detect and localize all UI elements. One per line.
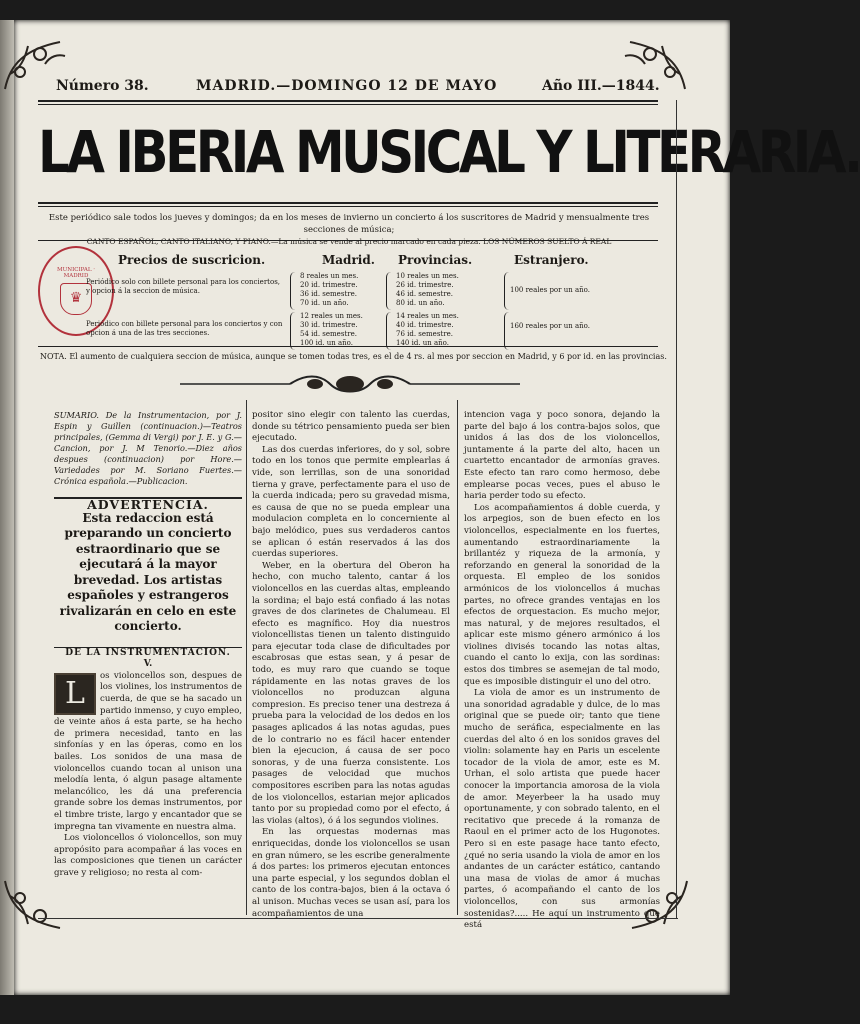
- masthead-rule-thin: [38, 206, 658, 207]
- brace: [290, 272, 295, 310]
- section-title: DE LA INSTRUMENTACION.: [65, 647, 231, 658]
- prices-col-provincias: Provincias.: [398, 253, 473, 267]
- brace: [504, 312, 509, 350]
- paragraph-text: os violoncellos son, despues de los violines, los instrumentos de cuerda, de que se ha sacado un partido inmenso, y cuyo empleo, de veinte años á esta parte, se ha hecho de primera necesidad, tanto en las sinfonías y en las óperas, como en los bailes. Los sonidos de una masa de violoncellos cuando tocan al unison una melodía lenta, ó algun pasage altamente melancólico, les dá una preferencia grande sobre los demas instrumentos, por el timbre triste, largo y encantador que se impregna tan vivamente en nuestra alma.: [54, 670, 242, 832]
- column-2: [252, 410, 450, 920]
- dateline: MADRID.—DOMINGO 12 DE MAYO: [196, 78, 498, 94]
- header-line: [40, 78, 660, 98]
- year-label: Año III.—1844.: [542, 78, 660, 94]
- paragraph: En las orquestas modernas mas enriquecidas, donde los violoncellos se usan en gran número, se les escribe generalmente á dos partes: los primeros ejecutan entonces una parte especial, y los segundos doblan el canto de los contra-bajos, bien á la octava ó al unison. Muchas veces se usan así, para los acompañamientos de una: [252, 827, 450, 919]
- prices-row2-madrid: 12 reales un mes. 30 id. trimestre. 54 id. semestre. 100 id. un año.: [300, 312, 363, 347]
- issue-number: Número 38.: [56, 78, 149, 94]
- prices-row1-extranjero: 100 reales por un año.: [510, 286, 590, 294]
- brace: [290, 312, 295, 350]
- prices-row1-madrid: 8 reales un mes. 20 id. trimestre. 36 id. semestre. 70 id. un año.: [300, 272, 359, 307]
- intro-line-1: Este periódico sale todos los jueves y domingos; da en los meses de invierno un concierto á los suscritores de Madrid y mensualmente tres secciones de música;: [48, 213, 650, 235]
- header-rule-top: [38, 100, 658, 102]
- paragraph: Las dos cuerdas inferiores, do y sol, sobre todo en los tonos que permite emplearlas á vide, son lerrillas, son de una sonoridad tierna y grave, perfectamente para el uso de la cuerda indicada; pero su gravedad misma, es causa de que no se pueda emplear una modulacion completa en lo concerniente al bajo melódico, pues sus verdaderos cantos se aplican ó están reservados á las dos cuerdas superiores.: [252, 444, 450, 560]
- brace: [386, 312, 391, 350]
- subscription-prices: [86, 253, 666, 348]
- paragraph: [54, 671, 242, 833]
- advertencia-title: ADVERTENCIA.: [87, 497, 209, 512]
- masthead-title: LA IBERIA MUSICAL Y LITERARIA.: [38, 118, 860, 186]
- advertencia-body: Esta redaccion está preparando un concierto estraordinario que se ejecutará á la mayor brevedad. Los artistas españoles y estrangeros rivalizarán en celo en este concierto.: [59, 510, 237, 634]
- prices-row2-label: Periódico con billete personal para los conciertos y con opcion á una de las tres secciones.: [86, 320, 283, 337]
- prices-row1-label: Periódico solo con billete personal para los conciertos, y opcion á la seccion de música.: [86, 278, 281, 295]
- prices-col-madrid: Madrid.: [322, 253, 375, 267]
- prices-col-extranjero: Estranjero.: [514, 253, 589, 267]
- ornamental-divider: [180, 372, 520, 396]
- column-3: [464, 410, 660, 931]
- section-number: V.: [143, 659, 153, 670]
- column-rule: [457, 400, 458, 915]
- brace: [386, 272, 391, 310]
- summary-text: SUMARIO. De la Instrumentacion, por J. Espin y Guillen (continuacion.)—Teatros principales, (Gemma di Vergi) por J. E. y G.—Cancion, por J. M Tenorio.—Diez años despues (continuacion) por Hore.—Variedades por M. Soriano Fuertes.—Crónica española.—Publicacion.: [54, 410, 242, 486]
- prices-row2-extranjero: 160 reales por un año.: [510, 322, 590, 330]
- masthead-rule: [38, 202, 658, 204]
- prices-heading: Precios de suscricion.: [118, 253, 266, 267]
- intro-rule: [38, 240, 658, 241]
- paragraph: intencion vaga y poco sonora, dejando la parte del bajo á los contra-bajos solos, que unidos á las dos de los violoncellos, juntamente á la parte del alto, hacen un cuartetto encantador de armonías graves. Este efecto tan raro como hermoso, debe emplearse pocas veces, pues el abuso le haria perder todo su efecto.: [464, 410, 660, 502]
- paragraph: positor sino elegir con talento las cuerdas, donde su tétrico pensamiento pueda ser bien ejecutado.: [252, 410, 450, 444]
- brace: [504, 272, 509, 310]
- header-rule-top-thin: [38, 104, 658, 105]
- drop-cap: L: [54, 673, 96, 715]
- paragraph: Weber, en la obertura del Oberon ha hecho, con mucho talento, cantar á los violoncellos en las cuerdas altas, empleando la sordina; el bajo está confiado á las notas graves de dos clarinetes de Chalumeau. El efecto es magnífico. Hoy dia nuestros violoncellistas tienen un talento distinguido para ejecutar toda clase de dificultades por escabrosas que estas sean, y á pesar de todo, es muy raro que cuando se toque rápidamente en las notas graves de los violoncellos no produzcan alguna compresion. Es preciso tener una destreza á prueba para la velocidad de los dedos en los pasages aplicados á las notas agudas, pues de lo contrario no es fácil hacer entender bien la ejecucion, á causa de ser poco sonoras, y de una fuerza consistente. Los pasages de velocidad que muchos compositores escriben para las notas agudas de los violoncellos, estarian mejor aplicados tanto por su propiedad como por el efecto, á las violas (altos), ó á los segundos violines.: [252, 560, 450, 826]
- paragraph: La viola de amor es un instrumento de una sonoridad agradable y dulce, de lo mas original que se puede oir; tanto que tiene mucho de seráfica, especialmente en las cuerdas del alto ó en los sonidos graves del violin: solamente hay en Paris un escelente tocador de la viola de amor, este es M. Urhan, el solo artista que puede hacer conocer la importancia amorosa de la viola de amor. Meyerbeer la ha usado muy oportunamente, y con sobrado talento, en el recitativo que precede á la romanza de Raoul en el primer acto de los Hugonotes. Pero si en este pasage hace tanto efecto, ¿qué no seria usando la viola de amor en los andantes de un carácter estático, cantando una masa de violas de amor á muchas partes, ó acompañando el canto de los violoncellos, con sus armonías sostenidas?..... He aquí un instrumento que está: [464, 688, 660, 931]
- column-1: [54, 410, 242, 910]
- crest-icon: ♛: [60, 283, 92, 315]
- stamp-text: MUNICIPAL · MADRID: [57, 267, 95, 279]
- nota-text: NOTA. El aumento de cualquiera seccion de música, aunque se tomen todas tres, es el de 4 rs. al mes por seccion en Madrid, y 6 por id. en las provincias.: [40, 352, 667, 361]
- prices-row2-provincias: 14 reales un mes. 40 id. trimestre. 76 id. semestre. 140 id. un año.: [396, 312, 459, 347]
- paragraph: Los acompañamientos á doble cuerda, y los arpegios, son de buen efecto en los violoncellos, especialmente en los fuertes, aumentando estraordinariamente la brillantéz y riqueza de la armonía, y reforzando en general la sonoridad de la orquesta. El empleo de los sonidos armónicos de los violoncellos á muchas partes, no ofrece grandes ventajas en los efectos de orquestacion. Es mucho mejor, mas natural, y de mejores resultados, el aplicar este mismo género armónico á los violines divisés tocando las notas altas, cuando el canto lo exija, con las sordinas: estos dos timbres se asemejan de tal modo, que es imposible distinguir el uno del otro.: [464, 502, 660, 687]
- intro-line-2: CANTO ESPAÑOL, CANTO ITALIANO, Y PIANO.—La música se vende al precio marcado en cada pieza. LOS NÚMEROS SUELTO Á REAL: [86, 237, 612, 246]
- column-rule: [246, 400, 247, 915]
- prices-row1-provincias: 10 reales un mes. 26 id. trimestre. 46 id. semestre. 80 id. un año.: [396, 272, 459, 307]
- page-border-right: [676, 100, 677, 918]
- intro-text: [38, 212, 660, 248]
- prices-rule: [38, 346, 658, 347]
- paragraph: Los violoncellos ó violoncellos, son muy apropósito para acompañar á las voces en las composiciones que tienen un carácter grave y religioso; no resta al com-: [54, 833, 242, 878]
